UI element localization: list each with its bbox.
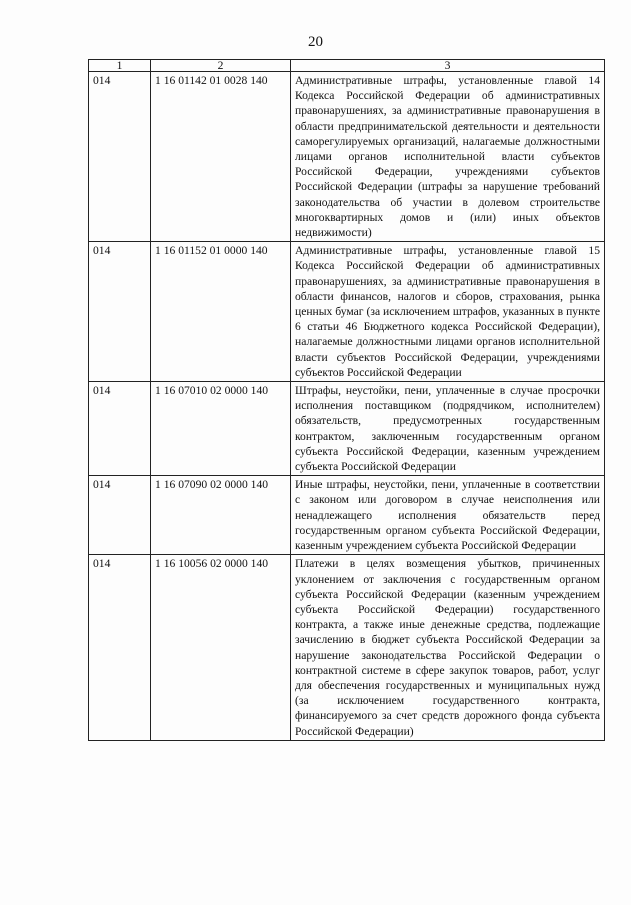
table-row [89,476,605,555]
admin-code-cell: 014 [89,476,151,555]
budget-code-cell: 1 16 07090 02 0000 140 [151,476,291,555]
page-number: 20 [308,34,323,50]
description-cell: Административные штрафы, установленные главой 15 Кодекса Российской Федерации об административных правонарушениях, за административные правонарушения в области финансов, налогов и сборов, страхования, рынка ценных бумаг (за исключением штрафов, указанных в пункте 6 статьи 46 Бюджетного кодекса Российской Федерации), налагаемые должностными лицами органов исполнительной власти субъектов Российской Федерации, учреждениями субъектов Российской Федерации [291,242,605,382]
table-row [89,382,605,476]
budget-code-cell: 1 16 01142 01 0028 140 [151,72,291,242]
budget-code-cell: 1 16 10056 02 0000 140 [151,555,291,740]
admin-code-cell: 014 [89,382,151,476]
column-header: 1 [89,60,151,72]
description-cell: Иные штрафы, неустойки, пени, уплаченные в соответствии с законом или договором в случае неисполнения или ненадлежащего исполнения обязательств перед государственным органом субъекта Российской Федерации, казенным учреждением субъекта Российской Федерации [291,476,605,555]
table-header-row [89,60,605,72]
budget-code-cell: 1 16 01152 01 0000 140 [151,242,291,382]
admin-code-cell: 014 [89,555,151,740]
description-cell: Штрафы, неустойки, пени, уплаченные в случае просрочки исполнения поставщиком (подрядчиком, исполнителем) обязательств, предусмотренных государственным контрактом, заключенным государственным органом субъекта Российской Федерации, казенным учреждением субъекта Российской Федерации [291,382,605,476]
column-header: 3 [291,60,605,72]
admin-code-cell: 014 [89,72,151,242]
table-row [89,242,605,382]
table-row [89,72,605,242]
description-cell: Административные штрафы, установленные главой 14 Кодекса Российской Федерации об административных правонарушениях, за административные правонарушения в области предпринимательской деятельности и деятельности саморегулируемых организаций, налагаемые должностными лицами органов исполнительной власти субъектов Российской Федерации, учреждениями субъектов Российской Федерации (штрафы за нарушение требований законодательства об участии в долевом строительстве многоквартирных домов и (или) иных объектов недвижимости) [291,72,605,242]
table-row [89,555,605,740]
description-cell: Платежи в целях возмещения убытков, причиненных уклонением от заключения с государственным органом субъекта Российской Федерации (казенным учреждением субъекта Российской Федерации) государственного контракта, а также иные денежные средства, подлежащие зачислению в бюджет субъекта Российской Федерации за нарушение законодательства Российской Федерации о контрактной системе в сфере закупок товаров, работ, услуг для обеспечения государственных и муниципальных нужд (за исключением государственного контракта, финансируемого за счет средств дорожного фонда субъекта Российской Федерации) [291,555,605,740]
budget-code-cell: 1 16 07010 02 0000 140 [151,382,291,476]
revenue-codes-table [88,59,605,741]
column-header: 2 [151,60,291,72]
admin-code-cell: 014 [89,242,151,382]
